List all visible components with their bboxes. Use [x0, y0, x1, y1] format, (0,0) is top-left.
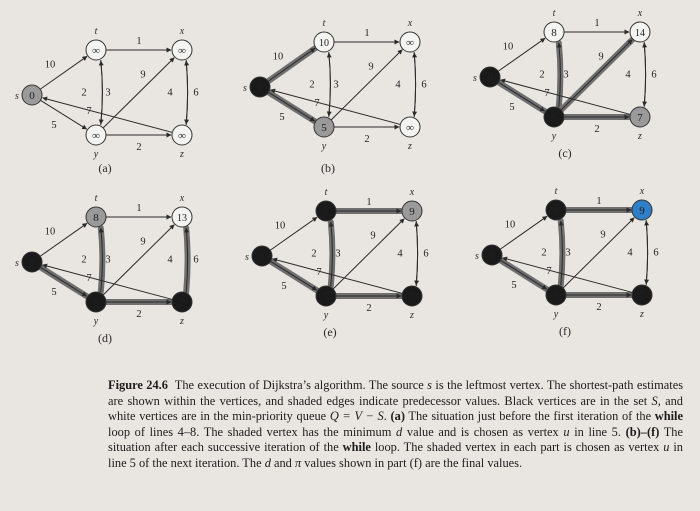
edge-weight-t-y: 2	[539, 69, 545, 81]
edge-weight-x-z: 4	[167, 254, 173, 266]
panel-label: (a)	[98, 161, 112, 175]
caption-part-bf: (b)–(f)	[625, 424, 660, 439]
edge-weight-y-t: 3	[565, 247, 571, 259]
vertex-label-z: z	[408, 141, 412, 152]
edge-y-x	[333, 219, 404, 289]
vertex-distance-z: ∞	[178, 130, 186, 142]
vertex-label-z: z	[180, 316, 184, 327]
edge-weight-x-z: 4	[167, 87, 173, 99]
graph-panel-4	[15, 193, 199, 345]
edge-weight-s-y: 5	[279, 112, 285, 123]
edge-weight-t-x: 1	[366, 197, 372, 208]
caption-var-u: u	[663, 440, 670, 455]
edge-weight-z-x: 6	[193, 87, 199, 99]
edge-z-x	[186, 61, 187, 125]
vertex-distance-s: 0	[487, 72, 493, 84]
edge-s-y	[498, 82, 544, 111]
vertex-label-x: x	[407, 18, 413, 29]
edge-weight-t-y: 2	[309, 79, 315, 91]
edge-weight-z-s: 7	[316, 267, 322, 278]
panel-label: (c)	[558, 146, 572, 160]
edge-s-y	[500, 260, 546, 289]
vertex-label-s: s	[243, 83, 247, 94]
edge-z-x	[414, 53, 415, 117]
caption-text: and	[270, 455, 295, 470]
caption-text: .	[383, 409, 391, 424]
edge-y-x	[561, 40, 632, 110]
edge-z-x	[644, 43, 645, 107]
edge-weight-y-x: 9	[140, 236, 146, 248]
edge-y-x	[563, 218, 634, 288]
edge-weight-t-x: 1	[596, 196, 602, 207]
panel-label: (b)	[321, 161, 335, 175]
edge-weight-t-y: 2	[541, 247, 547, 259]
edge-weight-t-y: 2	[81, 87, 87, 99]
vertex-distance-z: 7	[409, 291, 415, 303]
edge-y-x	[331, 50, 402, 120]
edge-weight-t-x: 1	[136, 203, 142, 214]
vertex-distance-y: ∞	[92, 130, 100, 142]
vertex-distance-t: 8	[551, 27, 557, 39]
caption-text: value and is chosen as vertex	[402, 424, 564, 439]
vertex-label-t: t	[94, 26, 98, 37]
vertex-distance-s: 0	[259, 251, 265, 263]
edge-weight-z-s: 7	[546, 266, 552, 277]
edge-weight-y-t: 3	[563, 69, 569, 81]
caption-text: values shown in part (f) are the final values.	[301, 455, 523, 470]
caption-part-a: (a)	[390, 409, 405, 424]
edge-weight-s-y: 5	[51, 120, 57, 131]
vertex-label-x: x	[179, 193, 185, 204]
caption-text: in line 5.	[569, 424, 626, 439]
edge-weight-t-x: 1	[136, 36, 142, 47]
caption-text: The situation just before the first iteration of the	[404, 409, 655, 424]
edge-weight-z-x: 6	[653, 247, 659, 259]
caption-var-Q: Q = V − S	[329, 409, 384, 424]
vertex-distance-z: ∞	[406, 122, 414, 134]
vertex-distance-x: ∞	[178, 45, 186, 57]
vertex-label-y: y	[551, 131, 557, 142]
vertex-distance-s: 0	[29, 90, 35, 102]
edge-weight-y-x: 9	[370, 230, 376, 242]
vertex-distance-x: 14	[635, 28, 645, 39]
edge-s-y	[40, 100, 86, 129]
edge-weight-s-y: 5	[51, 287, 57, 298]
vertex-label-s: s	[245, 252, 249, 263]
vertex-label-s: s	[15, 258, 19, 269]
edge-weight-y-t: 3	[105, 87, 111, 99]
edge-weight-z-s: 7	[86, 273, 92, 284]
graph-panel-2	[243, 18, 427, 175]
caption-var-d: d	[396, 424, 403, 439]
vertex-label-t: t	[554, 186, 558, 197]
panel-label: (d)	[98, 331, 112, 345]
vertex-distance-y: 5	[551, 112, 557, 124]
vertex-distance-s: 0	[489, 250, 495, 262]
edge-weight-y-z: 2	[366, 303, 372, 314]
caption-text: loop. The shaded vertex in each part is chosen as vertex	[370, 440, 664, 455]
edge-s-y	[40, 267, 86, 296]
caption-text: loop of lines 4–8. The shaded vertex has the minimum	[108, 424, 397, 439]
edge-weight-y-t: 3	[333, 79, 339, 91]
edge-s-y	[270, 261, 316, 290]
edge-weight-z-x: 6	[421, 79, 427, 91]
vertex-label-t: t	[322, 18, 326, 29]
edge-weight-z-x: 6	[193, 254, 199, 266]
vertex-distance-t: 8	[93, 212, 99, 224]
vertex-label-t: t	[94, 193, 98, 204]
edge-weight-t-x: 1	[364, 28, 370, 39]
vertex-label-x: x	[637, 8, 643, 19]
edge-weight-y-x: 9	[600, 229, 606, 241]
edge-weight-s-t: 10	[504, 219, 516, 231]
edge-weight-z-x: 6	[423, 248, 429, 260]
vertex-label-y: y	[553, 309, 559, 320]
figure-caption	[108, 378, 683, 472]
vertex-distance-z: 7	[637, 112, 643, 124]
edge-y-x	[103, 58, 174, 128]
vertex-distance-t: 8	[323, 206, 329, 218]
edge-weight-y-x: 9	[368, 61, 374, 73]
edge-weight-x-z: 4	[627, 247, 633, 259]
graph-panel-3	[473, 8, 657, 160]
edge-weight-z-s: 7	[544, 88, 550, 99]
edge-weight-s-t: 10	[44, 226, 56, 238]
vertex-distance-t: 10	[319, 38, 329, 49]
edge-weight-x-z: 4	[625, 69, 631, 81]
vertex-distance-t: ∞	[92, 45, 100, 57]
caption-var-s: s	[427, 378, 432, 392]
edge-weight-y-x: 9	[598, 51, 604, 63]
edge-weight-z-s: 7	[86, 106, 92, 117]
vertex-distance-y: 5	[553, 290, 559, 302]
edge-weight-z-x: 6	[651, 69, 657, 81]
vertex-label-z: z	[640, 309, 644, 320]
caption-var-S: S	[651, 393, 658, 408]
edge-weight-y-t: 3	[335, 248, 341, 260]
vertex-label-t: t	[324, 187, 328, 198]
caption-while: while	[342, 440, 371, 455]
panel-label: (e)	[323, 325, 337, 339]
edge-weight-t-y: 2	[81, 254, 87, 266]
vertex-distance-x: 9	[639, 205, 645, 217]
vertex-label-z: z	[180, 149, 184, 160]
edge-weight-t-y: 2	[311, 248, 317, 260]
panel-label: (f)	[559, 324, 571, 338]
vertex-label-x: x	[639, 186, 645, 197]
vertex-label-z: z	[410, 310, 414, 321]
edge-weight-y-t: 3	[105, 254, 111, 266]
caption-var-u: u	[563, 424, 570, 439]
edge-weight-x-z: 4	[395, 79, 401, 91]
vertex-label-y: y	[321, 141, 327, 152]
vertex-label-y: y	[323, 310, 329, 321]
edge-weight-s-y: 5	[281, 281, 287, 292]
vertex-distance-y: 5	[93, 297, 99, 309]
edge-z-x	[416, 222, 417, 286]
vertex-label-y: y	[93, 316, 99, 327]
vertex-label-x: x	[179, 26, 185, 37]
vertex-distance-z: 7	[639, 290, 645, 302]
vertex-label-x: x	[409, 187, 415, 198]
graph-panel-5	[245, 187, 429, 339]
edge-weight-y-z: 2	[596, 302, 602, 313]
edge-z-x	[646, 221, 647, 285]
edge-weight-s-t: 10	[502, 41, 514, 53]
caption-text: The execution of Dijkstra’s algorithm. The source	[174, 378, 428, 392]
edge-weight-s-y: 5	[511, 280, 517, 291]
edge-weight-s-t: 10	[272, 51, 284, 63]
edge-weight-y-x: 9	[140, 69, 146, 81]
edge-weight-y-z: 2	[136, 309, 142, 320]
edge-weight-s-t: 10	[44, 59, 56, 71]
edge-weight-x-z: 4	[397, 248, 403, 260]
vertex-distance-y: 5	[323, 291, 329, 303]
vertex-label-y: y	[93, 149, 99, 160]
vertex-distance-z: 7	[179, 297, 185, 309]
vertex-distance-s: 0	[29, 257, 35, 269]
graph-panel-1	[15, 26, 199, 175]
caption-while: while	[654, 409, 683, 424]
vertex-label-t: t	[552, 8, 556, 19]
vertex-label-z: z	[638, 131, 642, 142]
graph-panel-6	[475, 186, 659, 338]
caption-var-pi: π	[294, 455, 302, 470]
vertex-distance-y: 5	[321, 122, 327, 134]
edge-weight-z-s: 7	[314, 98, 320, 109]
caption-text: The situation after each successive iteration of the	[108, 424, 684, 455]
caption-text: in line 5 of the next iteration. The	[108, 440, 683, 470]
caption-text: is the leftmost vertex. The shortest-path estimates are shown within the vertices, and shaded edges indicate predecessor values. Black vertices are in the set	[108, 378, 684, 408]
caption-var-d: d	[264, 455, 271, 470]
vertex-distance-x: 9	[409, 206, 415, 218]
edge-weight-s-t: 10	[274, 220, 286, 232]
edge-y-x	[103, 225, 174, 295]
edge-weight-t-x: 1	[594, 18, 600, 29]
edge-weight-y-z: 2	[364, 134, 370, 145]
vertex-distance-t: 8	[553, 205, 559, 217]
vertex-distance-s: 0	[257, 82, 263, 94]
edge-z-s	[43, 98, 173, 133]
edge-weight-y-z: 2	[136, 142, 142, 153]
edge-weight-y-z: 2	[594, 124, 600, 135]
vertex-label-s: s	[475, 251, 479, 262]
caption-text: , and white vertices are in the min-priority queue	[108, 393, 683, 424]
vertex-distance-x: ∞	[406, 37, 414, 49]
vertex-label-s: s	[473, 73, 477, 84]
vertex-label-s: s	[15, 91, 19, 102]
caption-figure-label: Figure 24.6	[108, 378, 168, 392]
vertex-distance-x: 13	[177, 213, 187, 224]
edge-s-y	[268, 92, 314, 121]
edge-weight-s-y: 5	[509, 102, 515, 113]
